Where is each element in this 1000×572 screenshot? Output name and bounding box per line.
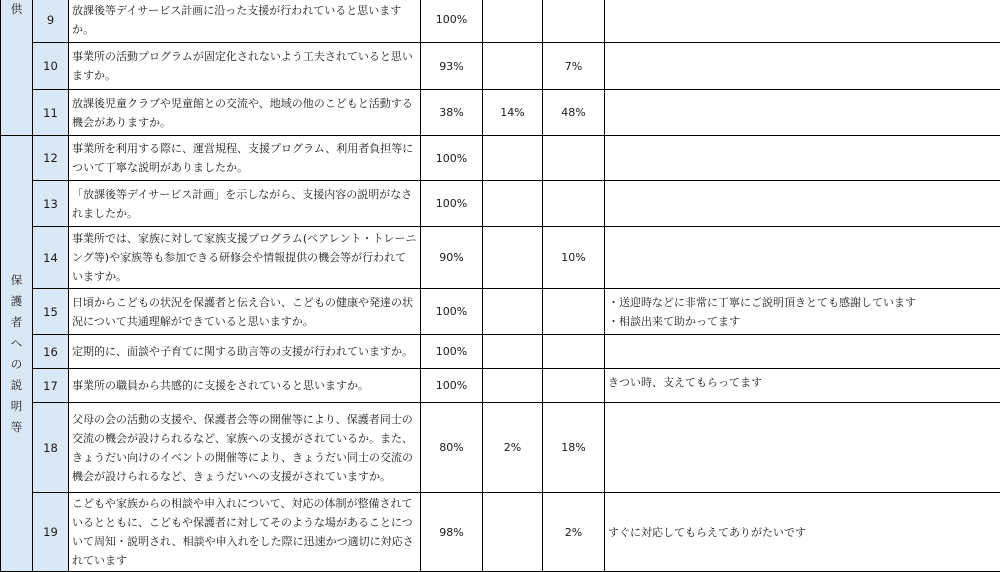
pct-no xyxy=(543,369,605,403)
table-row xyxy=(1,181,1000,227)
pct-neither: 14% xyxy=(483,90,543,136)
row-number: 16 xyxy=(33,335,69,369)
row-number: 12 xyxy=(33,136,69,181)
pct-yes: 80% xyxy=(421,403,483,493)
comment-cell xyxy=(605,136,1000,181)
comment-cell xyxy=(605,0,1000,43)
comment-cell xyxy=(605,227,1000,289)
question-text: 父母の会の活動の支援や、保護者会等の開催等により、保護者同士の交流の機会が設けられるなど、家族への支援がされているか。また、きょうだい向けのイベントの開催等により、きょうだい同士の交流の機会が設けられるなど、きょうだいへの支援がされていますか。 xyxy=(69,403,421,493)
pct-no: 2% xyxy=(543,493,605,572)
comment-cell xyxy=(605,335,1000,369)
question-text: 定期的に、面談や子育てに関する助言等の支援が行われていますか。 xyxy=(69,335,421,369)
table-row xyxy=(1,43,1000,90)
pct-yes: 100% xyxy=(421,136,483,181)
category-cell-bottom: 保 護 者 へ の 説 明 等 xyxy=(1,136,33,572)
row-number: 9 xyxy=(33,0,69,43)
pct-no: 48% xyxy=(543,90,605,136)
table-row xyxy=(1,90,1000,136)
pct-yes: 100% xyxy=(421,289,483,335)
pct-neither xyxy=(483,181,543,227)
table-row xyxy=(1,403,1000,493)
pct-no xyxy=(543,335,605,369)
comment-cell xyxy=(605,43,1000,90)
question-text: 事業所の活動プログラムが固定化されないよう工夫されていると思いますか。 xyxy=(69,43,421,90)
pct-yes: 100% xyxy=(421,335,483,369)
pct-neither xyxy=(483,335,543,369)
question-text: 事業所を利用する際に、運営規程、支援プログラム、利用者負担等について丁寧な説明がありましたか。 xyxy=(69,136,421,181)
pct-yes: 98% xyxy=(421,493,483,572)
pct-no xyxy=(543,0,605,43)
question-text: 事業所では、家族に対して家族支援プログラム(ペアレント・トレーニング等)や家族等も参加できる研修会や情報提供の機会等が行われていますか。 xyxy=(69,227,421,289)
pct-no xyxy=(543,181,605,227)
pct-yes: 90% xyxy=(421,227,483,289)
question-text: 日頃からこどもの状況を保護者と伝え合い、こどもの健康や発達の状況について共通理解ができていると思いますか。 xyxy=(69,289,421,335)
comment-cell: きつい時、支えてもらってます xyxy=(605,369,1000,403)
row-number: 13 xyxy=(33,181,69,227)
row-number: 19 xyxy=(33,493,69,572)
pct-neither xyxy=(483,369,543,403)
table-row xyxy=(1,289,1000,335)
comment-cell xyxy=(605,90,1000,136)
comment-cell: ・送迎時などに非常に丁寧にご説明頂きとても感謝しています ・相談出来て助かってます xyxy=(605,289,1000,335)
comment-cell xyxy=(605,403,1000,493)
row-number: 14 xyxy=(33,227,69,289)
pct-neither: 2% xyxy=(483,403,543,493)
question-text: 事業所の職員から共感的に支援をされていると思いますか。 xyxy=(69,369,421,403)
pct-no xyxy=(543,136,605,181)
question-text: こどもや家族からの相談や申入れについて、対応の体制が整備されているとともに、こどもや保護者に対してそのような場があることについて周知・説明され、相談や申入れをした際に迅速かつ適切に対応されています xyxy=(69,493,421,572)
pct-neither xyxy=(483,43,543,90)
pct-no: 7% xyxy=(543,43,605,90)
row-number: 11 xyxy=(33,90,69,136)
comment-cell xyxy=(605,181,1000,227)
pct-yes: 100% xyxy=(421,181,483,227)
table-row xyxy=(1,369,1000,403)
row-number: 15 xyxy=(33,289,69,335)
question-text: 放課後等デイサービス計画に沿った支援が行われていると思いますか。 xyxy=(69,0,421,43)
category-cell-top: 供 xyxy=(1,0,33,136)
pct-no: 10% xyxy=(543,227,605,289)
row-number: 10 xyxy=(33,43,69,90)
pct-yes: 100% xyxy=(421,0,483,43)
pct-neither xyxy=(483,0,543,43)
table-row xyxy=(1,227,1000,289)
table-row xyxy=(1,0,1000,43)
pct-neither xyxy=(483,136,543,181)
row-number: 18 xyxy=(33,403,69,493)
pct-neither xyxy=(483,493,543,572)
table-row xyxy=(1,493,1000,572)
pct-no xyxy=(543,289,605,335)
comment-cell: すぐに対応してもらえてありがたいです xyxy=(605,493,1000,572)
table-row xyxy=(1,335,1000,369)
pct-yes: 38% xyxy=(421,90,483,136)
question-text: 「放課後等デイサービス計画」を示しながら、支援内容の説明がなされましたか。 xyxy=(69,181,421,227)
question-text: 放課後児童クラブや児童館との交流や、地域の他のこどもと活動する機会がありますか。 xyxy=(69,90,421,136)
row-number: 17 xyxy=(33,369,69,403)
pct-no: 18% xyxy=(543,403,605,493)
pct-neither xyxy=(483,289,543,335)
pct-yes: 100% xyxy=(421,369,483,403)
pct-yes: 93% xyxy=(421,43,483,90)
table-row xyxy=(1,136,1000,181)
pct-neither xyxy=(483,227,543,289)
